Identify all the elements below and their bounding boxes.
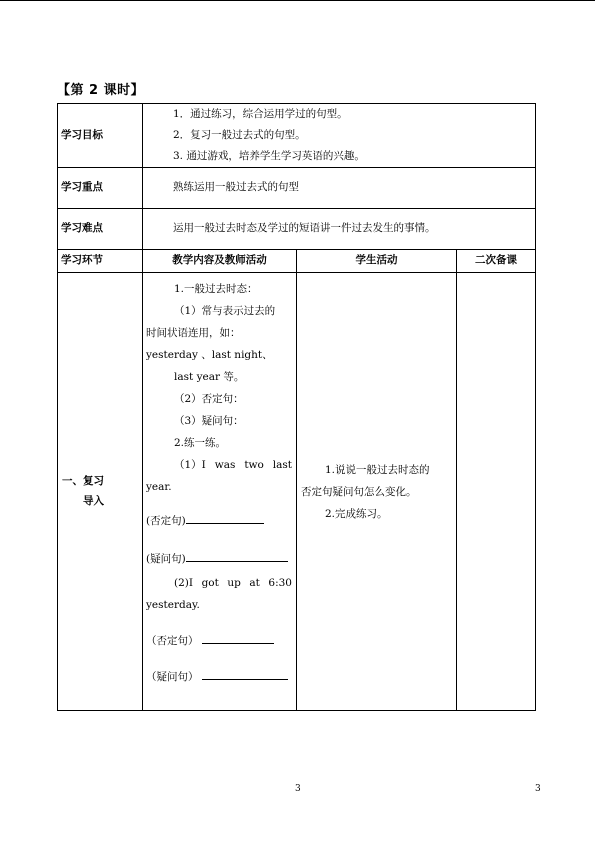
page-number-center: 3 bbox=[295, 784, 301, 794]
answer-blank[interactable] bbox=[186, 550, 288, 562]
word: got bbox=[201, 577, 219, 589]
word: (2)I bbox=[174, 577, 194, 589]
section-label-line2: 导入 bbox=[83, 494, 104, 507]
header-row bbox=[58, 250, 536, 273]
page-number-right: 3 bbox=[535, 784, 541, 794]
question-answer-line-2 bbox=[146, 666, 292, 688]
word: at bbox=[249, 577, 260, 589]
negative-label: (否定句) bbox=[146, 515, 186, 527]
negative-label: （否定句） bbox=[146, 635, 199, 647]
teacher-activities bbox=[143, 273, 297, 711]
goal-item: 1．通过练习，综合运用学过的句型。 bbox=[173, 108, 348, 120]
teacher-line: （2）否定句： bbox=[174, 393, 244, 405]
student-activities bbox=[297, 273, 457, 711]
exercise-2-sentence bbox=[146, 572, 292, 594]
header-second-prep: 二次备课 bbox=[457, 250, 536, 273]
question-label: （疑问句） bbox=[146, 671, 199, 683]
header-student: 学生活动 bbox=[297, 250, 457, 273]
student-line: 2.完成练习。 bbox=[325, 507, 388, 520]
lesson-heading: 【第 2 课时】 bbox=[57, 83, 145, 98]
teacher-line: （1）常与表示过去的 bbox=[174, 305, 276, 317]
teacher-line: year. bbox=[146, 481, 172, 493]
negative-answer-line-1 bbox=[146, 510, 292, 532]
question-label: (疑问句) bbox=[146, 553, 186, 565]
header-stage: 学习环节 bbox=[58, 250, 143, 273]
exercise-1-sentence bbox=[146, 454, 292, 476]
question-answer-line-1 bbox=[146, 548, 292, 570]
student-line: 1.说说一般过去时态的 bbox=[325, 463, 430, 476]
word: 6:30 bbox=[268, 577, 292, 589]
header-teacher: 教学内容及教师活动 bbox=[143, 250, 297, 273]
goal-item: 2．复习一般过去式的句型。 bbox=[173, 129, 306, 141]
second-prep-cell[interactable] bbox=[457, 273, 536, 711]
review-section-row bbox=[58, 273, 536, 711]
negative-answer-line-2 bbox=[146, 630, 292, 652]
word: up bbox=[227, 577, 241, 589]
teacher-line: 1.一般过去时态： bbox=[174, 283, 258, 295]
goal-item: 3. 通过游戏，培养学生学习英语的兴趣。 bbox=[173, 150, 365, 162]
word: last bbox=[272, 459, 292, 471]
teacher-line: 2.练一练。 bbox=[174, 437, 227, 449]
focus-text: 熟练运用一般过去式的句型 bbox=[143, 168, 536, 209]
answer-blank[interactable] bbox=[186, 512, 264, 524]
answer-blank[interactable] bbox=[202, 668, 288, 680]
teacher-line: 时间状语连用，如： bbox=[146, 327, 241, 339]
difficulty-label: 学习难点 bbox=[58, 209, 143, 250]
difficulty-text: 运用一般过去时态及学过的短语讲一件过去发生的事情。 bbox=[143, 209, 536, 250]
teacher-line: yesterday 、last night、 bbox=[146, 349, 273, 361]
goals-row bbox=[58, 104, 536, 168]
focus-row bbox=[58, 168, 536, 209]
word: two bbox=[244, 459, 264, 471]
section-label bbox=[58, 273, 143, 711]
answer-blank[interactable] bbox=[202, 632, 274, 644]
word: was bbox=[214, 459, 236, 471]
teacher-line: last year 等。 bbox=[174, 371, 245, 383]
student-line: 否定句疑问句怎么变化。 bbox=[301, 485, 417, 498]
section-label-line1: 一、复习 bbox=[62, 474, 104, 487]
top-rule bbox=[0, 0, 595, 1]
focus-label: 学习重点 bbox=[58, 168, 143, 209]
goals-content bbox=[143, 104, 536, 168]
difficulty-row bbox=[58, 209, 536, 250]
goals-label: 学习目标 bbox=[58, 104, 143, 168]
teacher-line: yesterday. bbox=[146, 599, 200, 611]
word: （1）I bbox=[174, 459, 206, 471]
teacher-line: （3）疑问句： bbox=[174, 415, 244, 427]
lesson-plan-table bbox=[57, 103, 536, 711]
